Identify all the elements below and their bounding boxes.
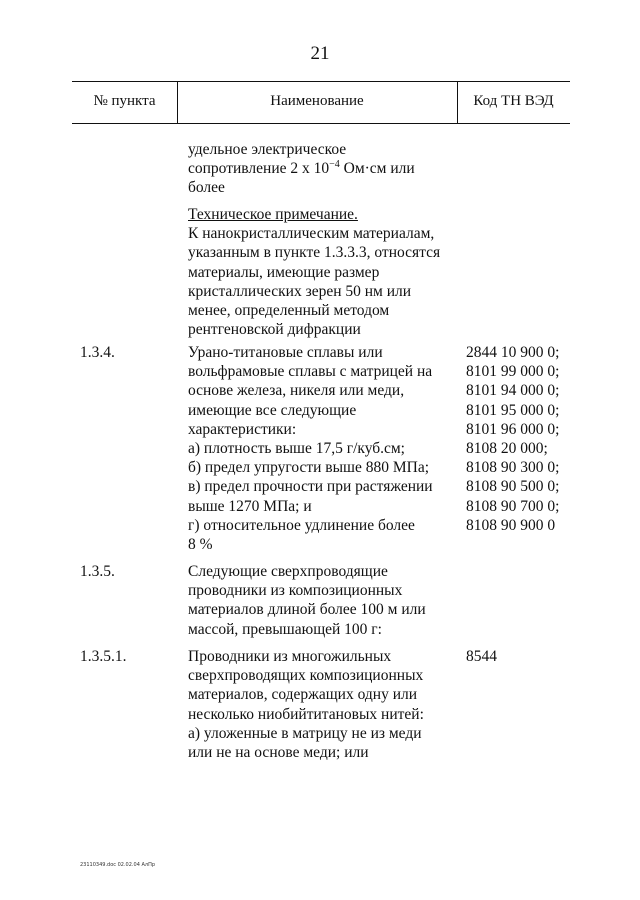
name-line: Проводники из многожильных (188, 648, 392, 665)
name-line: материалов длиной более 100 м или (188, 601, 426, 619)
text-line: более (188, 179, 225, 197)
code-line: 8544 (466, 648, 497, 665)
text-fragment: Ом·см или (343, 160, 415, 178)
code-line: 8108 20 000; (466, 440, 548, 458)
name-line: массой, превышающей 100 г: (188, 620, 382, 638)
header-item-number: № пункта (93, 93, 156, 109)
note-line: рентгеновской дифракции (188, 321, 361, 339)
item-number: 1.3.5. (80, 563, 115, 580)
note-title: Техническое примечание. (188, 206, 358, 223)
code-line: 8108 90 700 0; (466, 497, 560, 515)
item-number: 1.3.4. (80, 344, 115, 361)
code-line: 8101 99 000 0; (466, 363, 560, 381)
code-line: 8108 90 500 0; (466, 478, 560, 496)
text-line-with-superscript (188, 159, 415, 178)
technical-note (188, 205, 440, 339)
name-line: основе железа, никеля или меди, (188, 382, 405, 400)
continuation-text (188, 140, 415, 198)
item-name (188, 647, 424, 762)
note-line: К нанокристаллическим материалам, (188, 225, 435, 243)
item-codes (466, 647, 497, 666)
header-name: Наименование (270, 93, 364, 109)
name-line: а) уложенные в матрицу не из меди (188, 724, 422, 742)
name-line: а) плотность выше 17,5 г/куб.см; (188, 440, 405, 458)
code-line: 8108 90 300 0; (466, 459, 560, 477)
text-line: удельное электрическое (188, 141, 347, 158)
code-line: 8101 96 000 0; (466, 420, 560, 438)
code-line: 2844 10 900 0; (466, 344, 560, 361)
name-line: сверхпроводящих композиционных (188, 667, 424, 685)
name-line: Урано-титановые сплавы или (188, 344, 383, 361)
document-footer: 23110349.doc 02.02.04 АлПр (80, 862, 156, 868)
item-number: 1.3.5.1. (80, 648, 127, 665)
name-line: б) предел упругости выше 880 МПа; (188, 459, 429, 477)
name-line: выше 1270 МПа; и (188, 497, 312, 515)
code-line: 8101 94 000 0; (466, 382, 560, 400)
item-codes (466, 343, 559, 535)
name-line: вольфрамовые сплавы с матрицей на (188, 363, 433, 381)
table-header-bottom-rule (72, 123, 570, 124)
header-code: Код ТН ВЭД (473, 93, 554, 109)
code-line: 8101 95 000 0; (466, 401, 560, 419)
code-line: 8108 90 900 0 (466, 516, 556, 534)
note-line: менее, определенный методом (188, 302, 390, 320)
name-line: или не на основе меди; или (188, 744, 369, 762)
name-line: Следующие сверхпроводящие (188, 563, 388, 580)
name-line: г) относительное удлинение более (188, 516, 415, 534)
item-name (188, 562, 426, 639)
table-header-top-rule (72, 81, 570, 82)
name-line: несколько ниобийтитановых нитей: (188, 705, 424, 723)
name-line: характеристики: (188, 420, 297, 438)
text-fragment: сопротивление 2 х 10 (188, 160, 330, 178)
note-line: указанным в пункте 1.3.3.3, относятся (188, 244, 441, 262)
item-name (188, 343, 433, 554)
name-line: проводники из композиционных (188, 582, 403, 600)
name-line: 8 % (188, 536, 213, 554)
note-line: кристаллических зерен 50 нм или (188, 282, 412, 300)
superscript: −4 (329, 159, 340, 171)
name-line: имеющие все следующие (188, 401, 357, 419)
name-line: в) предел прочности при растяжении (188, 478, 433, 496)
name-line: материалов, содержащих одну или (188, 686, 418, 704)
page-number: 21 (310, 43, 330, 64)
note-line: материалы, имеющие размер (188, 263, 380, 281)
